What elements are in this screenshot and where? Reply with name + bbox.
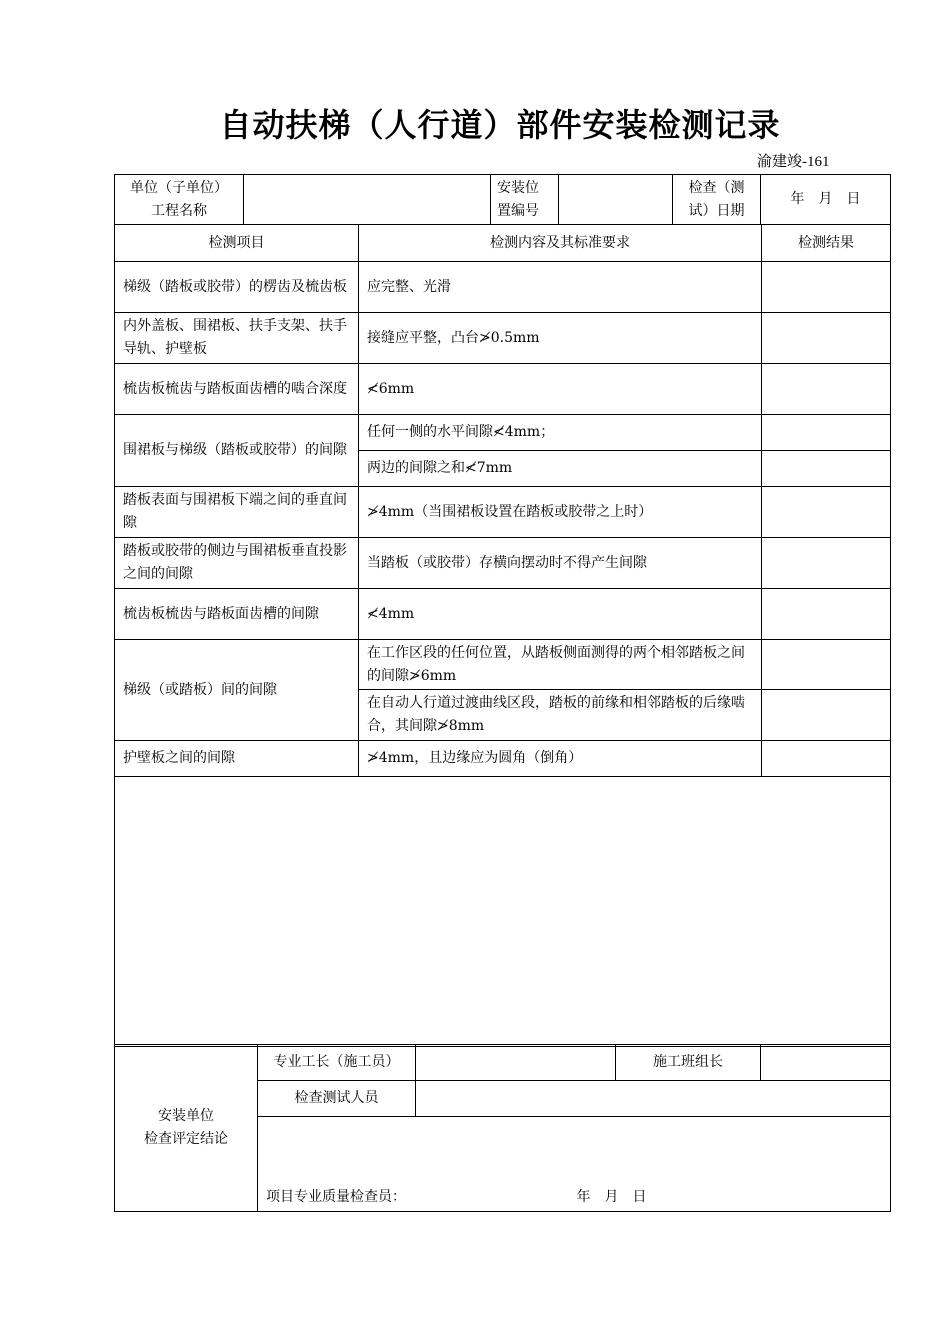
table-row bbox=[115, 415, 891, 451]
foreman-field[interactable] bbox=[416, 1045, 616, 1081]
row-content: 当踏板（或胶带）存横向摆动时不得产生间隙 bbox=[359, 538, 762, 589]
column-header-result: 检测结果 bbox=[762, 225, 891, 262]
table-row bbox=[115, 262, 891, 313]
inspector-field[interactable] bbox=[416, 1081, 891, 1117]
unit-label: 单位（子单位） 工程名称 bbox=[115, 175, 244, 225]
page-title: 自动扶梯（人行道）部件安装检测记录 bbox=[219, 106, 781, 144]
foreman-label: 专业工长（施工员） bbox=[258, 1045, 416, 1081]
row-content: ≮6mm bbox=[359, 364, 762, 415]
row-item: 梳齿板梳齿与踏板面齿槽的啮合深度 bbox=[115, 364, 359, 415]
row-result-field[interactable] bbox=[762, 538, 891, 589]
table-row bbox=[115, 313, 891, 364]
row-content: ≮4mm bbox=[359, 589, 762, 640]
team-leader-field[interactable] bbox=[761, 1045, 891, 1081]
row-item: 梯级（踏板或胶带）的楞齿及梳齿板 bbox=[115, 262, 359, 313]
row-result-field[interactable] bbox=[762, 451, 891, 487]
header-table bbox=[114, 174, 891, 225]
inspector-label: 检查测试人员 bbox=[258, 1081, 416, 1117]
row-result-field[interactable] bbox=[762, 415, 891, 451]
row-content: 两边的间隙之和≮7mm bbox=[359, 451, 762, 487]
unit-value-field[interactable] bbox=[244, 175, 491, 225]
table-row bbox=[115, 364, 891, 415]
inspection-table bbox=[114, 224, 891, 1047]
row-content: 接缝应平整，凸台≯0.5mm bbox=[359, 313, 762, 364]
remarks-area[interactable] bbox=[115, 777, 891, 1047]
row-content: ≯4mm（当围裙板设置在踏板或胶带之上时） bbox=[359, 487, 762, 538]
row-result-field[interactable] bbox=[762, 487, 891, 538]
row-result-field[interactable] bbox=[762, 690, 891, 741]
table-row bbox=[115, 589, 891, 640]
row-content: ≯4mm，且边缘应为圆角（倒角） bbox=[359, 741, 762, 777]
column-header-item: 检测项目 bbox=[115, 225, 359, 262]
date-value-field[interactable]: 年 月 日 bbox=[761, 175, 891, 225]
date-label: 检查（测 试）日期 bbox=[673, 175, 761, 225]
position-value-field[interactable] bbox=[559, 175, 673, 225]
row-result-field[interactable] bbox=[762, 741, 891, 777]
position-label: 安装位 置编号 bbox=[491, 175, 559, 225]
row-content: 应完整、光滑 bbox=[359, 262, 762, 313]
table-row bbox=[115, 487, 891, 538]
quality-inspector-label: 项目专业质量检查员： bbox=[266, 1189, 406, 1205]
row-result-field[interactable] bbox=[762, 313, 891, 364]
quality-date: 年 月 日 bbox=[576, 1189, 647, 1205]
row-content: 在工作区段的任何位置，从踏板侧面测得的两个相邻踏板之间的间隙≯6mm bbox=[359, 640, 762, 690]
table-row bbox=[115, 538, 891, 589]
table-row bbox=[115, 640, 891, 690]
row-result-field[interactable] bbox=[762, 589, 891, 640]
row-content: 在自动人行道过渡曲线区段，踏板的前缘和相邻踏板的后缘啮合，其间隙≯8mm bbox=[359, 690, 762, 741]
row-item: 围裙板与梯级（踏板或胶带）的间隙 bbox=[115, 415, 359, 487]
row-item: 踏板表面与围裙板下端之间的垂直间隙 bbox=[115, 487, 359, 538]
team-leader-label: 施工班组长 bbox=[616, 1045, 761, 1081]
quality-signature-area[interactable] bbox=[258, 1117, 891, 1212]
installer-conclusion-label: 安装单位 检查评定结论 bbox=[115, 1045, 258, 1212]
row-item: 梳齿板梳齿与踏板面齿槽的间隙 bbox=[115, 589, 359, 640]
row-result-field[interactable] bbox=[762, 262, 891, 313]
row-content: 任何一侧的水平间隙≮4mm； bbox=[359, 415, 762, 451]
row-result-field[interactable] bbox=[762, 640, 891, 690]
row-item: 踏板或胶带的侧边与围裙板垂直投影之间的间隙 bbox=[115, 538, 359, 589]
row-result-field[interactable] bbox=[762, 364, 891, 415]
row-item: 护壁板之间的间隙 bbox=[115, 741, 359, 777]
form-code: 渝建竣-161 bbox=[757, 154, 830, 170]
column-header-content: 检测内容及其标准要求 bbox=[359, 225, 762, 262]
row-item: 内外盖板、围裙板、扶手支架、扶手导轨、护壁板 bbox=[115, 313, 359, 364]
row-item: 梯级（或踏板）间的间隙 bbox=[115, 640, 359, 741]
conclusion-table bbox=[114, 1044, 891, 1212]
table-row bbox=[115, 741, 891, 777]
